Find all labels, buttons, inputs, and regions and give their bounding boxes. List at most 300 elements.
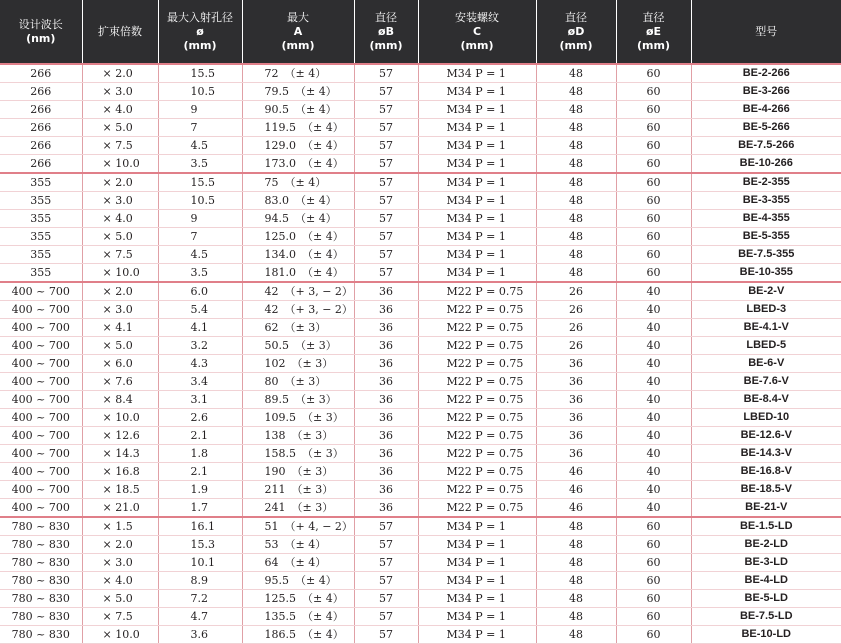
- cell-diameter-b: 57: [354, 64, 418, 83]
- cell-length-a: [242, 64, 354, 83]
- cell-diameter-e: 60: [616, 192, 691, 210]
- cell-max-aperture: 1.8: [158, 445, 242, 463]
- cell-diameter-b: 36: [354, 409, 418, 427]
- cell-max-aperture: 3.5: [158, 155, 242, 174]
- cell-diameter-d: 48: [536, 101, 616, 119]
- table-row: [0, 137, 841, 155]
- cell-mount-thread-c: M22 P = 0.75: [418, 481, 536, 499]
- cell-diameter-b: 57: [354, 119, 418, 137]
- cell-diameter-d: 48: [536, 554, 616, 572]
- table-row: [0, 481, 841, 499]
- length-a-tolerance: （± 3）: [286, 465, 334, 478]
- cell-max-aperture: 1.7: [158, 499, 242, 518]
- header-line: 最大: [243, 11, 354, 25]
- table-row: [0, 64, 841, 83]
- cell-length-a: [242, 210, 354, 228]
- cell-magnification: × 18.5: [82, 481, 158, 499]
- cell-length-a: [242, 192, 354, 210]
- cell-model: BE-7.5-266: [691, 137, 841, 155]
- header-model: [691, 0, 841, 64]
- cell-diameter-e: 60: [616, 554, 691, 572]
- cell-mount-thread-c: M34 P = 1: [418, 155, 536, 174]
- cell-diameter-e: 60: [616, 137, 691, 155]
- cell-model: BE-2-355: [691, 173, 841, 192]
- cell-model: BE-10-LD: [691, 626, 841, 644]
- cell-diameter-b: 57: [354, 192, 418, 210]
- cell-mount-thread-c: M22 P = 0.75: [418, 282, 536, 301]
- length-a-tolerance: （± 4）: [289, 212, 337, 225]
- cell-mount-thread-c: M22 P = 0.75: [418, 391, 536, 409]
- cell-diameter-e: 40: [616, 409, 691, 427]
- length-a-tolerance: （± 4）: [289, 85, 337, 98]
- length-a-value: 51: [265, 520, 279, 533]
- cell-wavelength: 400 ~ 700: [0, 373, 82, 391]
- cell-magnification: × 10.0: [82, 626, 158, 644]
- cell-diameter-e: 60: [616, 608, 691, 626]
- table-row: [0, 319, 841, 337]
- cell-model: BE-6-V: [691, 355, 841, 373]
- cell-model: BE-4.1-V: [691, 319, 841, 337]
- length-a-tolerance: （+ 4, − 2）: [279, 520, 353, 533]
- header-diameter-b: [354, 0, 418, 64]
- cell-diameter-d: 48: [536, 83, 616, 101]
- cell-diameter-d: 26: [536, 282, 616, 301]
- cell-mount-thread-c: M22 P = 0.75: [418, 499, 536, 518]
- header-max-aperture: [158, 0, 242, 64]
- length-a-value: 72: [265, 67, 279, 80]
- length-a-value: 125.0: [265, 230, 297, 243]
- table-row: [0, 445, 841, 463]
- cell-magnification: × 3.0: [82, 301, 158, 319]
- length-a-value: 62: [265, 321, 279, 334]
- table-row: [0, 301, 841, 319]
- cell-magnification: × 2.0: [82, 536, 158, 554]
- cell-diameter-e: 60: [616, 173, 691, 192]
- header-diameter-e: [616, 0, 691, 64]
- cell-length-a: [242, 391, 354, 409]
- table-row: [0, 210, 841, 228]
- cell-diameter-b: 36: [354, 445, 418, 463]
- cell-diameter-e: 40: [616, 282, 691, 301]
- cell-diameter-e: 40: [616, 373, 691, 391]
- length-a-value: 190: [265, 465, 286, 478]
- cell-mount-thread-c: M22 P = 0.75: [418, 409, 536, 427]
- length-a-tolerance: （± 3）: [286, 483, 334, 496]
- cell-length-a: [242, 499, 354, 518]
- cell-mount-thread-c: M34 P = 1: [418, 572, 536, 590]
- cell-diameter-b: 57: [354, 590, 418, 608]
- cell-diameter-d: 26: [536, 337, 616, 355]
- cell-wavelength: 780 ~ 830: [0, 608, 82, 626]
- cell-length-a: [242, 264, 354, 283]
- cell-wavelength: 400 ~ 700: [0, 499, 82, 518]
- cell-wavelength: 355: [0, 264, 82, 283]
- cell-diameter-d: 48: [536, 155, 616, 174]
- cell-wavelength: 780 ~ 830: [0, 517, 82, 536]
- cell-max-aperture: 7.2: [158, 590, 242, 608]
- cell-diameter-d: 36: [536, 391, 616, 409]
- cell-magnification: × 10.0: [82, 264, 158, 283]
- cell-diameter-b: 57: [354, 246, 418, 264]
- cell-diameter-d: 48: [536, 173, 616, 192]
- cell-magnification: × 7.5: [82, 137, 158, 155]
- cell-wavelength: 780 ~ 830: [0, 626, 82, 644]
- header-line: 型号: [692, 25, 841, 39]
- cell-length-a: [242, 481, 354, 499]
- length-a-tolerance: （± 4）: [279, 67, 327, 80]
- cell-max-aperture: 2.6: [158, 409, 242, 427]
- length-a-tolerance: （± 4）: [289, 103, 337, 116]
- length-a-value: 42: [265, 303, 279, 316]
- cell-magnification: × 4.0: [82, 210, 158, 228]
- cell-wavelength: 266: [0, 101, 82, 119]
- cell-max-aperture: 4.5: [158, 246, 242, 264]
- cell-magnification: × 7.5: [82, 608, 158, 626]
- cell-length-a: [242, 119, 354, 137]
- cell-wavelength: 400 ~ 700: [0, 463, 82, 481]
- length-a-value: 50.5: [265, 339, 290, 352]
- cell-diameter-b: 57: [354, 155, 418, 174]
- header-max-length-a: [242, 0, 354, 64]
- cell-wavelength: 355: [0, 228, 82, 246]
- cell-magnification: × 5.0: [82, 590, 158, 608]
- cell-length-a: [242, 228, 354, 246]
- header-line: 直径: [617, 11, 691, 25]
- cell-mount-thread-c: M34 P = 1: [418, 536, 536, 554]
- cell-magnification: × 3.0: [82, 554, 158, 572]
- cell-diameter-d: 46: [536, 481, 616, 499]
- cell-diameter-d: 36: [536, 445, 616, 463]
- length-a-value: 109.5: [265, 411, 297, 424]
- cell-length-a: [242, 337, 354, 355]
- cell-diameter-e: 60: [616, 246, 691, 264]
- cell-model: BE-5-266: [691, 119, 841, 137]
- cell-length-a: [242, 427, 354, 445]
- length-a-value: 134.0: [265, 248, 297, 261]
- cell-mount-thread-c: M34 P = 1: [418, 264, 536, 283]
- table-row: [0, 119, 841, 137]
- table-row: [0, 246, 841, 264]
- length-a-tolerance: （± 3）: [286, 429, 334, 442]
- length-a-value: 64: [265, 556, 279, 569]
- cell-model: BE-1.5-LD: [691, 517, 841, 536]
- table-row: [0, 463, 841, 481]
- cell-diameter-d: 46: [536, 499, 616, 518]
- table-body: [0, 64, 841, 644]
- cell-magnification: × 2.0: [82, 173, 158, 192]
- cell-model: BE-18.5-V: [691, 481, 841, 499]
- cell-length-a: [242, 517, 354, 536]
- cell-mount-thread-c: M34 P = 1: [418, 228, 536, 246]
- table-row: [0, 173, 841, 192]
- cell-max-aperture: 3.2: [158, 337, 242, 355]
- cell-magnification: × 14.3: [82, 445, 158, 463]
- cell-diameter-d: 48: [536, 192, 616, 210]
- cell-wavelength: 400 ~ 700: [0, 481, 82, 499]
- header-line: (mm): [159, 39, 242, 53]
- length-a-tolerance: （± 3）: [279, 375, 327, 388]
- cell-diameter-b: 57: [354, 572, 418, 590]
- table-row: [0, 155, 841, 174]
- length-a-tolerance: （± 3）: [296, 447, 344, 460]
- cell-mount-thread-c: M22 P = 0.75: [418, 373, 536, 391]
- length-a-value: 42: [265, 285, 279, 298]
- table-row: [0, 517, 841, 536]
- length-a-value: 181.0: [265, 266, 297, 279]
- length-a-tolerance: （± 3）: [289, 339, 337, 352]
- cell-diameter-b: 57: [354, 608, 418, 626]
- cell-diameter-e: 40: [616, 319, 691, 337]
- cell-wavelength: 780 ~ 830: [0, 554, 82, 572]
- length-a-tolerance: （± 4）: [279, 538, 327, 551]
- cell-length-a: [242, 319, 354, 337]
- cell-length-a: [242, 173, 354, 192]
- cell-mount-thread-c: M34 P = 1: [418, 517, 536, 536]
- length-a-value: 83.0: [265, 194, 290, 207]
- cell-diameter-d: 48: [536, 590, 616, 608]
- cell-length-a: [242, 572, 354, 590]
- cell-max-aperture: 15.3: [158, 536, 242, 554]
- cell-diameter-d: 36: [536, 427, 616, 445]
- cell-mount-thread-c: M34 P = 1: [418, 119, 536, 137]
- cell-wavelength: 400 ~ 700: [0, 391, 82, 409]
- cell-diameter-d: 46: [536, 463, 616, 481]
- cell-diameter-b: 57: [354, 137, 418, 155]
- cell-model: BE-3-355: [691, 192, 841, 210]
- cell-diameter-d: 48: [536, 626, 616, 644]
- cell-length-a: [242, 463, 354, 481]
- cell-wavelength: 355: [0, 210, 82, 228]
- table-row: [0, 192, 841, 210]
- cell-mount-thread-c: M22 P = 0.75: [418, 355, 536, 373]
- header-line: 扩束倍数: [83, 25, 158, 39]
- cell-magnification: × 12.6: [82, 427, 158, 445]
- table-row: [0, 590, 841, 608]
- cell-mount-thread-c: M34 P = 1: [418, 626, 536, 644]
- cell-magnification: × 3.0: [82, 83, 158, 101]
- cell-length-a: [242, 590, 354, 608]
- cell-magnification: × 6.0: [82, 355, 158, 373]
- header-line: 设计波长: [0, 18, 82, 32]
- table-row: [0, 228, 841, 246]
- cell-length-a: [242, 246, 354, 264]
- header-line: 最大入射孔径: [159, 11, 242, 25]
- length-a-tolerance: （± 4）: [296, 610, 344, 623]
- cell-wavelength: 400 ~ 700: [0, 427, 82, 445]
- cell-diameter-b: 57: [354, 101, 418, 119]
- length-a-tolerance: （± 3）: [286, 357, 334, 370]
- cell-diameter-b: 36: [354, 301, 418, 319]
- cell-diameter-b: 57: [354, 173, 418, 192]
- length-a-value: 173.0: [265, 157, 297, 170]
- cell-mount-thread-c: M22 P = 0.75: [418, 463, 536, 481]
- cell-mount-thread-c: M34 P = 1: [418, 192, 536, 210]
- cell-diameter-d: 48: [536, 572, 616, 590]
- cell-diameter-b: 57: [354, 83, 418, 101]
- cell-max-aperture: 6.0: [158, 282, 242, 301]
- cell-diameter-b: 57: [354, 228, 418, 246]
- length-a-value: 119.5: [265, 121, 297, 134]
- header-line: (nm): [0, 32, 82, 46]
- cell-diameter-d: 36: [536, 355, 616, 373]
- header-line: 安装螺纹: [419, 11, 536, 25]
- cell-length-a: [242, 608, 354, 626]
- cell-diameter-b: 36: [354, 427, 418, 445]
- cell-model: BE-2-LD: [691, 536, 841, 554]
- cell-max-aperture: 3.1: [158, 391, 242, 409]
- cell-mount-thread-c: M34 P = 1: [418, 64, 536, 83]
- cell-model: LBED-10: [691, 409, 841, 427]
- table-header: [0, 0, 841, 64]
- cell-mount-thread-c: M34 P = 1: [418, 608, 536, 626]
- table-row: [0, 409, 841, 427]
- cell-magnification: × 4.0: [82, 101, 158, 119]
- cell-length-a: [242, 445, 354, 463]
- cell-max-aperture: 4.1: [158, 319, 242, 337]
- cell-model: BE-7.6-V: [691, 373, 841, 391]
- cell-diameter-e: 40: [616, 481, 691, 499]
- length-a-value: 53: [265, 538, 279, 551]
- cell-magnification: × 16.8: [82, 463, 158, 481]
- length-a-tolerance: （± 3）: [279, 321, 327, 334]
- cell-diameter-e: 60: [616, 228, 691, 246]
- cell-wavelength: 266: [0, 64, 82, 83]
- cell-model: BE-21-V: [691, 499, 841, 518]
- cell-model: BE-3-266: [691, 83, 841, 101]
- table-row: [0, 101, 841, 119]
- table-row: [0, 355, 841, 373]
- cell-model: BE-10-266: [691, 155, 841, 174]
- cell-mount-thread-c: M22 P = 0.75: [418, 427, 536, 445]
- cell-max-aperture: 2.1: [158, 427, 242, 445]
- cell-diameter-e: 60: [616, 536, 691, 554]
- length-a-value: 94.5: [265, 212, 290, 225]
- cell-wavelength: 266: [0, 137, 82, 155]
- cell-diameter-e: 40: [616, 427, 691, 445]
- length-a-tolerance: （± 4）: [279, 556, 327, 569]
- cell-diameter-b: 57: [354, 264, 418, 283]
- cell-diameter-d: 26: [536, 301, 616, 319]
- cell-length-a: [242, 536, 354, 554]
- length-a-tolerance: （± 4）: [296, 121, 344, 134]
- cell-model: BE-4-LD: [691, 572, 841, 590]
- length-a-tolerance: （± 3）: [289, 393, 337, 406]
- table-row: [0, 337, 841, 355]
- table-row: [0, 626, 841, 644]
- cell-diameter-b: 36: [354, 355, 418, 373]
- cell-diameter-b: 57: [354, 626, 418, 644]
- cell-wavelength: 355: [0, 246, 82, 264]
- cell-magnification: × 5.0: [82, 228, 158, 246]
- length-a-value: 241: [265, 501, 286, 514]
- cell-wavelength: 780 ~ 830: [0, 590, 82, 608]
- cell-diameter-b: 57: [354, 517, 418, 536]
- cell-model: BE-12.6-V: [691, 427, 841, 445]
- cell-max-aperture: 7: [158, 119, 242, 137]
- cell-max-aperture: 10.1: [158, 554, 242, 572]
- cell-diameter-e: 60: [616, 517, 691, 536]
- header-diameter-d: [536, 0, 616, 64]
- length-a-value: 129.0: [265, 139, 297, 152]
- table-row: [0, 554, 841, 572]
- table-row: [0, 536, 841, 554]
- header-line: (mm): [355, 39, 418, 53]
- cell-length-a: [242, 554, 354, 572]
- cell-max-aperture: 7: [158, 228, 242, 246]
- cell-mount-thread-c: M34 P = 1: [418, 173, 536, 192]
- cell-length-a: [242, 137, 354, 155]
- cell-magnification: × 3.0: [82, 192, 158, 210]
- cell-diameter-e: 40: [616, 445, 691, 463]
- cell-mount-thread-c: M22 P = 0.75: [418, 337, 536, 355]
- cell-model: LBED-3: [691, 301, 841, 319]
- cell-model: BE-2-V: [691, 282, 841, 301]
- cell-wavelength: 355: [0, 173, 82, 192]
- table-row: [0, 608, 841, 626]
- cell-diameter-e: 60: [616, 626, 691, 644]
- length-a-tolerance: （± 4）: [296, 266, 344, 279]
- header-line: 直径: [355, 11, 418, 25]
- cell-diameter-e: 60: [616, 590, 691, 608]
- cell-diameter-b: 36: [354, 282, 418, 301]
- cell-diameter-d: 48: [536, 210, 616, 228]
- cell-diameter-e: 60: [616, 101, 691, 119]
- cell-wavelength: 266: [0, 83, 82, 101]
- cell-length-a: [242, 101, 354, 119]
- length-a-tolerance: （± 4）: [289, 194, 337, 207]
- cell-diameter-d: 36: [536, 409, 616, 427]
- cell-max-aperture: 4.5: [158, 137, 242, 155]
- cell-max-aperture: 9: [158, 101, 242, 119]
- length-a-tolerance: （± 4）: [296, 139, 344, 152]
- header-wavelength: [0, 0, 82, 64]
- cell-max-aperture: 4.7: [158, 608, 242, 626]
- cell-mount-thread-c: M34 P = 1: [418, 101, 536, 119]
- cell-diameter-d: 48: [536, 264, 616, 283]
- cell-wavelength: 400 ~ 700: [0, 301, 82, 319]
- cell-model: BE-2-266: [691, 64, 841, 83]
- cell-magnification: × 5.0: [82, 337, 158, 355]
- cell-magnification: × 8.4: [82, 391, 158, 409]
- length-a-tolerance: （± 4）: [279, 176, 327, 189]
- cell-wavelength: 400 ~ 700: [0, 355, 82, 373]
- header-line: 直径: [537, 11, 616, 25]
- cell-model: BE-8.4-V: [691, 391, 841, 409]
- cell-diameter-d: 48: [536, 517, 616, 536]
- cell-magnification: × 21.0: [82, 499, 158, 518]
- cell-length-a: [242, 373, 354, 391]
- cell-max-aperture: 2.1: [158, 463, 242, 481]
- cell-diameter-b: 36: [354, 391, 418, 409]
- length-a-tolerance: （± 4）: [289, 574, 337, 587]
- length-a-value: 125.5: [265, 592, 297, 605]
- cell-model: BE-14.3-V: [691, 445, 841, 463]
- cell-diameter-b: 36: [354, 373, 418, 391]
- header-line: (mm): [617, 39, 691, 53]
- cell-diameter-e: 60: [616, 64, 691, 83]
- cell-length-a: [242, 409, 354, 427]
- cell-diameter-e: 60: [616, 572, 691, 590]
- length-a-tolerance: （± 4）: [296, 230, 344, 243]
- length-a-value: 80: [265, 375, 279, 388]
- table-row: [0, 427, 841, 445]
- cell-mount-thread-c: M22 P = 0.75: [418, 319, 536, 337]
- cell-model: BE-10-355: [691, 264, 841, 283]
- header-mount-thread-c: [418, 0, 536, 64]
- table-row: [0, 282, 841, 301]
- cell-wavelength: 780 ~ 830: [0, 572, 82, 590]
- length-a-tolerance: （± 4）: [296, 592, 344, 605]
